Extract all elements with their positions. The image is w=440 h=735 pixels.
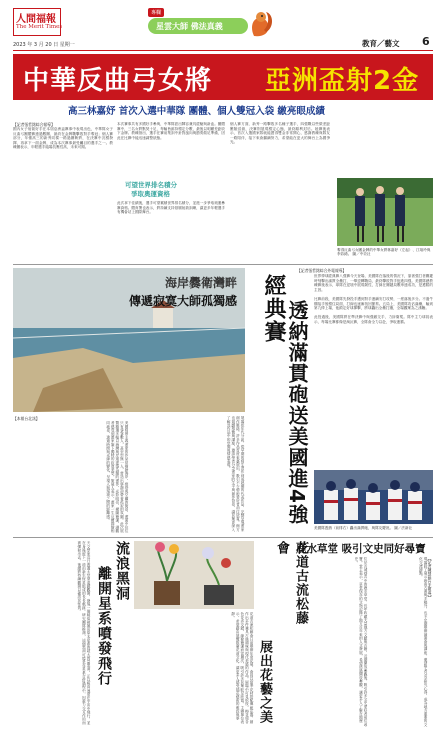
squirrel-icon <box>248 8 274 38</box>
art-body-2: 展場依年代分區，從早期的寫生習作到成熟期的代表作品，完整呈現畫家創作脈絡。許多作品首度來臺展出，吸引不少藝術愛好者前往欣賞。館方也規劃導覽與講座，邀請學者分享畫家的生平與創作背景，讓民眾更深入了解其作品中的空間與情感表現。 <box>227 416 245 532</box>
lead-body-col-4: 個人賽方面，新秀一路擊敗多名種子選手，四強戰以些微差距驚險晉級，決賽則展現穩定心態，最終順利封后。她賽後表示，首次入選國家隊就能獲得雙金非常開心，感謝教練與隊友一路陪伴，接下來會繼續努力，希望能在更大的舞台上為國爭光。 <box>230 122 330 145</box>
masthead <box>0 0 440 52</box>
baseball-photo-caption: 美國隊透納（前排右）轟出滿貫砲，與隊友慶祝。 圖／法新社 <box>314 526 413 530</box>
baseball-photo <box>314 470 433 524</box>
flower-headline-2: 展出花藝之美 <box>257 640 272 724</box>
lead-divider <box>13 264 433 265</box>
lead-callout-line-2: 爭取奧運資格 <box>131 190 170 198</box>
space-headline-1: 流浪黑洞 <box>114 541 130 601</box>
column-pill <box>148 18 248 34</box>
literary-byline: 【記者陳慧娟台北報導】 <box>428 557 433 599</box>
art-banner-2: 傳遞寂寞大師孤獨感 <box>128 294 237 308</box>
masthead-date: 2023 年 3 月 20 日 星期一 <box>13 42 75 48</box>
page-number: 6 <box>422 35 430 48</box>
flower-body: 花道古流松藤會日前舉辦年度花展，會員以當季花材搭配傳統花器，創作出多件兼具古典韻味與現代美感的作品。展場中可見松枝、梅花與各色花卉交錯，線條簡潔而富層次，吸引許多民眾駐足欣賞。主辦單位表示，希望藉由展覽推廣花道文化，讓更多人感受插花藝術的雅致與寧靜。 <box>231 612 254 724</box>
lead-body-col-2: 本次賽事共有多國好手參與，中華隊派出陣容兼具經驗與新血。團體賽中，三名女將默契十足，每輪皆維持穩定分數，最後以明顯差距收下金牌。教練指出，選手在賽前集訓中針對風向與節奏做足準備，因此在比賽中能迅速調整狀態。 <box>117 122 225 140</box>
space-body: 天文學家近日透過太空望遠鏡觀測，發現一個疑似被拋出原本星系的超大質量黑洞，正以極高速度在宇宙中飛行，並在身後留下一道由新生恆星組成的長長軌跡。研究團隊推測，這個黑洞可能是在星系合併過程中，因重力交互作用而被彈射出去。後續將持續觀測以確認其性質。 <box>77 541 91 725</box>
lead-photo-caption: 奪得反曲弓女團金牌的中華女將林嘉妤（左起）、江翊玲與李彩綺。 圖／中央社 <box>337 248 431 257</box>
literary-body-2: 現場除了展示珍貴古書與手稿外，也不定期舉辦讀書會與講座，邀請學者分享研究心得，成為地方重要的文化交流據點。 <box>419 557 428 727</box>
lead-subhead: 高三林嘉妤 首次入選中華隊 團體、個人雙冠入袋 繳亮眼成績 <box>68 106 325 117</box>
art-banner-1: 海岸爨衛灣畔 <box>164 276 237 290</box>
masthead-logo <box>13 8 61 36</box>
mid-divider <box>13 537 433 538</box>
masthead-logo-cn: 人間福報 <box>16 14 56 25</box>
lead-headline-yellow: 亞洲盃射2金 <box>265 66 420 96</box>
literary-body-1: 位於古城巷弄中的鹿水草堂，長年收藏大量地方文獻與古籍，近期開放參觀後，吸引許多文史愛好者前往尋寶。堂主表示，草堂保存的文物記錄了地方百年來的人文發展，希望透過開放參觀，讓更多人了解在地歷史。 <box>354 557 368 727</box>
baseball-byline: 【記者張哲銘綜合外電報導】 <box>297 268 347 273</box>
column-badge: 專欄 <box>148 8 164 17</box>
art-byline: 【本報台北訊】 <box>13 416 40 421</box>
baseball-body: 世界棒球經典賽八強賽今天登場，美國隊在落後的情況下，靠著強打者關鍵時刻擊出滿貫全壘打，一舉逆轉戰局，最終擊敗對手挺進四強。美國隊總教練賽後表示，球隊在逆境中展現韌性，打線在關鍵局數串連成功，是獲勝的主因。 比賽前段，美國隊先發投手遭到對手連續安打攻勢，一度落後多分。不過牛棚接手後穩住局面，打線也逐漸找回節奏。五局上，美國隊攻佔滿壘，輪到第九棒上場，他鎖定好球揮擊，將球轟出全壘打牆，全場觀眾為之沸騰。 此役過後，美國隊將在準決賽中與強敵交手，力拚衛冕。隊中主力球員表示，每場比賽都像是淘汰賽，全隊會全力以赴，爭取連霸。 <box>314 274 433 324</box>
art-painting <box>13 268 245 412</box>
baseball-headline-2: 透納滿貫砲送美國進4強 <box>285 300 309 525</box>
column-pill-text: 星雲大師 佛法真義 <box>156 22 223 31</box>
column-banner <box>148 8 272 40</box>
section-label: 教育／藝文 <box>362 39 400 48</box>
literary-headline: 鹿水草堂 吸引文史同好尋寶 <box>296 543 426 555</box>
lead-body-col-1: 國內女子射箭好手在本屆亞洲盃賽事中表現出色，中華隊女子反曲弓團體賽連過數關，最終在金牌戰擊敗對手奪冠；個人賽部分，年僅高三的新秀同樣一路過關斬將，在決賽中沉穩發揮，再拿下一面金牌，成為本次賽事最受矚目的選手之一。教練團表示，年輕選手臨場抗壓性高，未來可期。 <box>13 127 113 150</box>
lead-headline-white: 中華反曲弓女將 <box>23 66 213 96</box>
lead-callout-line-1: 可望世界排名積分 <box>125 181 177 189</box>
art-body-1: 美國寫實主義畫家的作品常描繪海岸、燈塔與空曠的街景，畫面中往往只有寥寥數人，甚至空無一人，營造出寧靜卻帶著孤寂的氛圍。此次展覽精選多幅以海灣與岸邊建築為題的畫作，光影明亮、構圖簡潔，讓觀者感受到畫家筆下獨特的寂寞美學。策展人表示，畫家一生反覆描繪相同地景，透過時間與光線的變化，呈現人與環境之間的距離感。 <box>106 421 129 533</box>
flower-photo <box>134 541 254 609</box>
lead-callout <box>125 181 213 199</box>
flower-headline-1: 花道古流松藤會 <box>274 541 308 625</box>
lead-headline-band <box>13 54 433 100</box>
space-headline-2: 離開星系噴發飛行 <box>96 566 112 686</box>
lead-body-col-3: 此次拿下佳績後，選手可望累積世界排名積分，並進一步爭取奧運參賽資格。體育署也表示，將持續支持基層射箭訓練，讓更多年輕選手有機會站上國際舞台。 <box>117 201 225 215</box>
masthead-logo-en: The Merit Times <box>16 24 63 30</box>
masthead-rule <box>13 50 433 51</box>
lead-photo <box>337 178 433 246</box>
baseball-headline-1: 經典賽 <box>261 274 286 343</box>
lead-byline: 【記者張哲銘綜合報導】 <box>13 122 55 127</box>
